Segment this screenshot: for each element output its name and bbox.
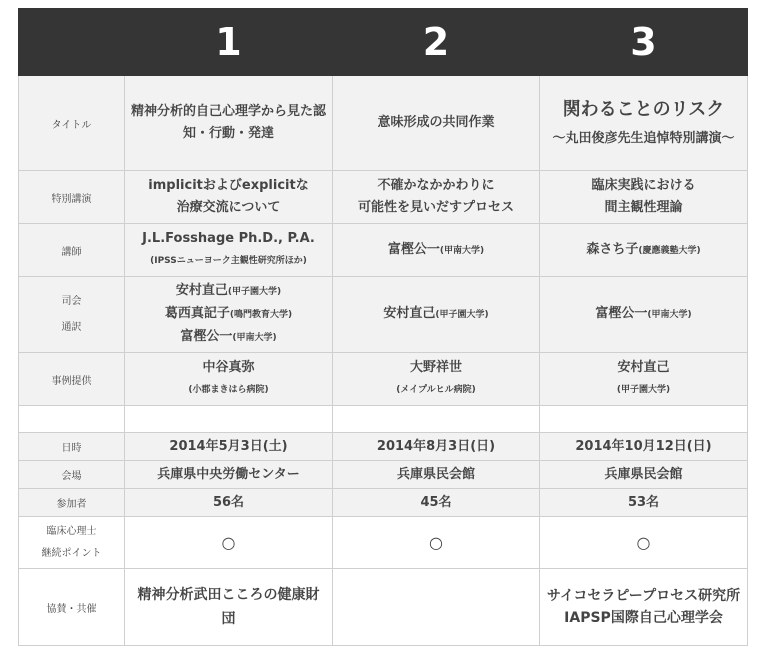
lecturer-1-name: J.L.Fosshage Ph.D., P.A. [142,231,315,246]
case-3-name: 安村直己 [617,360,670,375]
row-label-special-lecture: 特別講演 [19,171,125,224]
row-label-points-1: 臨床心理士 [46,525,97,537]
title-cell-3-sub: 〜丸田俊彦先生追悼特別講演〜 [552,130,735,146]
lecturer-2-name: 富樫公一 [387,241,440,257]
lecturer-cell-1 [125,224,333,277]
column-header-1: 1 [125,9,333,76]
lecturer-2-affiliation: (甲南大学) [439,245,485,256]
date-row [19,433,748,461]
column-header-2: 2 [333,9,540,76]
special-cell-2-line2: 可能性を見いだすプロセス [357,200,514,215]
sponsor-cell-3 [540,569,748,646]
lecturer-cell-2 [333,224,540,277]
attendees-cell-1: 56名 [125,489,333,517]
moderator-1-entry-c [131,326,326,349]
sponsor-cell-2 [333,569,540,646]
spacer-cell-2 [333,406,540,433]
moderator-1c-affiliation: (甲南大学) [232,333,277,343]
moderator-3-name: 富樫公一 [595,306,648,321]
special-cell-3-line2: 間主観性理論 [604,200,683,215]
moderator-row [19,277,748,353]
title-cell-3 [540,76,748,171]
case-1-name: 中谷真弥 [202,360,255,375]
special-cell-3-line1: 臨床実践における [591,178,696,193]
attendees-cell-3: 53名 [540,489,748,517]
case-3-affiliation: (甲子園大学) [616,385,671,395]
row-label-venue: 会場 [19,461,125,489]
moderator-1b-name: 葛西真記子 [164,306,230,321]
points-cell-2: ○ [333,517,540,569]
row-label-date: 日時 [19,433,125,461]
points-cell-1: ○ [125,517,333,569]
lecturer-row [19,224,748,277]
lecturer-cell-3 [540,224,748,277]
special-cell-2-line1: 不確かなかかわりに [377,178,495,193]
moderator-1b-affiliation: (鳴門教育大学) [229,310,293,320]
moderator-2-name: 安村直己 [383,306,436,321]
venue-cell-1: 兵庫県中央労働センター [125,461,333,489]
moderator-3-affiliation: (甲南大学) [647,310,692,320]
date-cell-3: 2014年10月12日(日) [540,433,748,461]
spacer-row [19,406,748,433]
header-row [19,9,748,76]
sponsor-cell-1: 精神分析武田こころの健康財団 [125,569,333,646]
case-cell-2 [333,353,540,406]
special-cell-1-line1: implicitおよびexplicitな [148,178,309,193]
row-label-sponsor: 協賛・共催 [19,569,125,646]
lecturer-1-affiliation: (IPSSニューヨーク主観性研究所ほか) [150,256,307,266]
row-label-moderator-1: 司会 [61,295,82,307]
moderator-cell-1 [125,277,333,353]
attendees-row [19,489,748,517]
attendees-cell-2: 45名 [333,489,540,517]
event-table [18,8,748,646]
moderator-1a-name: 安村直己 [175,283,228,298]
date-cell-2: 2014年8月3日(日) [333,433,540,461]
title-row [19,76,748,171]
date-cell-1: 2014年5月3日(土) [125,433,333,461]
moderator-cell-2 [333,277,540,353]
row-label-title: タイトル [19,76,125,171]
venue-row [19,461,748,489]
special-lecture-row [19,171,748,224]
row-label-case: 事例提供 [19,353,125,406]
special-cell-3 [540,171,748,224]
sponsor-row [19,569,748,646]
case-2-name: 大野祥世 [409,360,462,375]
special-cell-2 [333,171,540,224]
case-cell-3 [540,353,748,406]
special-cell-1-line2: 治療交流について [176,200,281,215]
column-header-3: 3 [540,9,748,76]
row-label-points [19,517,125,569]
venue-cell-3: 兵庫県民会館 [540,461,748,489]
case-1-affiliation: (小郡まきはら病院) [188,385,269,395]
points-row [19,517,748,569]
points-cell-3: ○ [540,517,748,569]
row-label-attendees: 参加者 [19,489,125,517]
spacer-cell-0 [19,406,125,433]
venue-cell-2: 兵庫県民会館 [333,461,540,489]
row-label-lecturer: 講師 [19,224,125,277]
sponsor-3-line2: IAPSP国際自己心理学会 [564,610,723,626]
title-cell-3-main: 関わることのリスク [562,98,725,120]
moderator-1-entry-b [131,303,326,326]
case-cell-1 [125,353,333,406]
lecturer-3-affiliation: (慶應義塾大学) [638,245,701,256]
row-label-moderator-2: 通訳 [61,321,82,333]
row-label-points-2: 継続ポイント [41,547,102,559]
lecturer-3-name: 森さち子 [586,241,639,257]
spacer-cell-1 [125,406,333,433]
case-row [19,353,748,406]
special-cell-1 [125,171,333,224]
title-cell-2: 意味形成の共同作業 [333,76,540,171]
moderator-1-entry-a [131,280,326,303]
sponsor-3-line1: サイコセラピープロセス研究所 [546,588,741,604]
moderator-1a-affiliation: (甲子園大学) [227,287,282,297]
moderator-2-affiliation: (甲子園大学) [435,310,489,320]
moderator-1c-name: 富樫公一 [180,329,233,344]
header-corner [19,9,125,76]
moderator-cell-3 [540,277,748,353]
title-cell-1: 精神分析的自己心理学から見た認知・行動・発達 [125,76,333,171]
case-2-affiliation: (メイプルヒル病院) [396,385,476,395]
spacer-cell-3 [540,406,748,433]
row-label-moderator [19,277,125,353]
